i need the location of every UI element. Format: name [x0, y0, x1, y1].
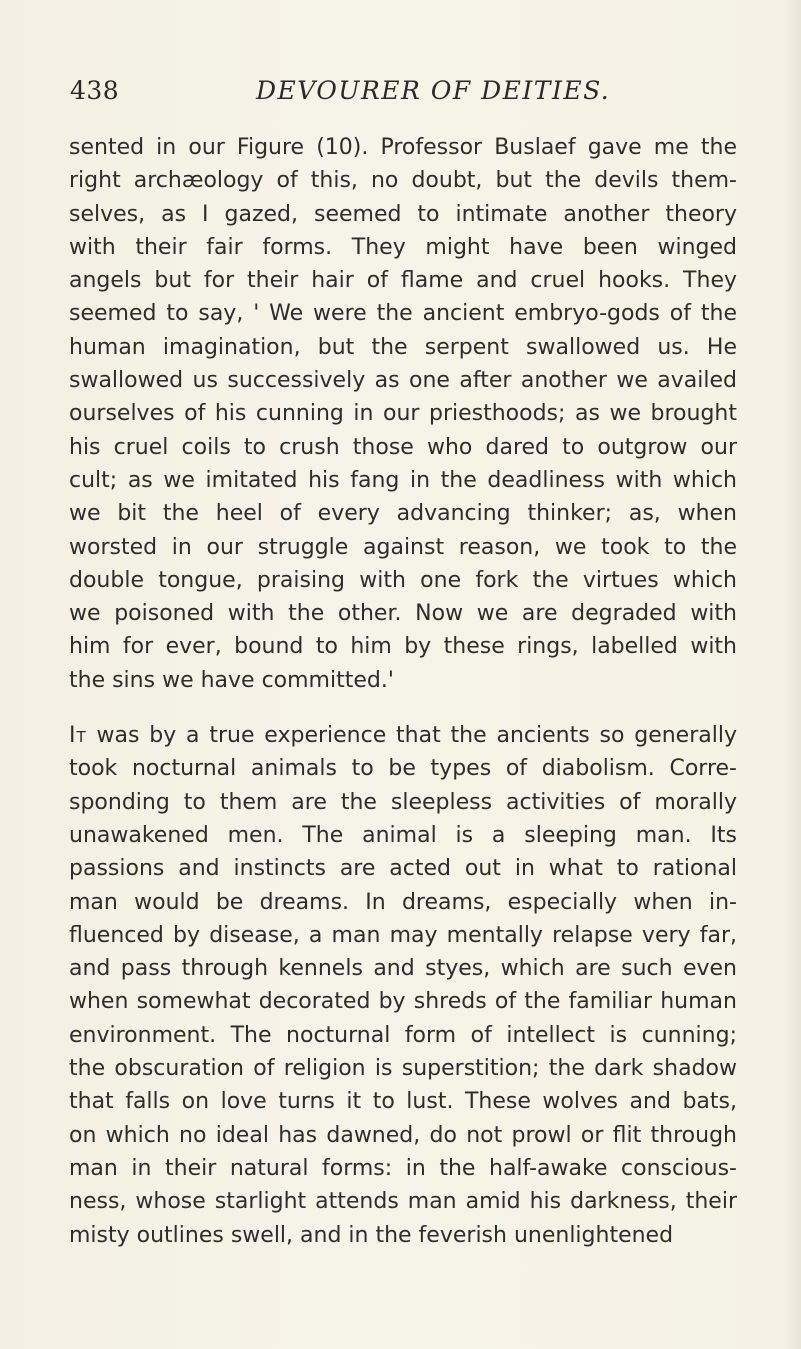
text-line: seemed to say, ' We were the ancient embryo-gods of the — [69, 301, 737, 327]
text-line: angels but for their hair of flame and cruel hooks. They — [69, 268, 737, 294]
text-line: sented in our Figure (10). Professor Buslaef gave me the — [69, 135, 737, 160]
text-line: with their fair forms. They might have been winged — [69, 234, 737, 260]
text-line: took nocturnal animals to be types of diabolism. Corre- — [69, 756, 737, 782]
text-line: we bit the heel of every advancing thinker; as, when — [69, 501, 737, 527]
text-line: on which no ideal has dawned, do not prowl or flit through — [69, 1122, 737, 1148]
body-text — [69, 131, 737, 1252]
page-number: 438 — [70, 76, 120, 105]
text-line: when somewhat decorated by shreds of the familiar human — [69, 989, 737, 1015]
text-line: cult; as we imitated his fang in the deadliness with which — [69, 467, 737, 493]
text-line: fluenced by disease, a man may mentally relapse very far, — [69, 922, 737, 948]
text-line: right archæology of this, no doubt, but the devils them- — [69, 168, 737, 194]
text-line: ness, whose starlight attends man amid his darkness, their — [69, 1189, 737, 1215]
text-line: man in their natural forms: in the half-awake conscious- — [69, 1155, 737, 1181]
opening-word: It — [69, 723, 87, 749]
text-line-first — [69, 719, 737, 752]
text-line: ourselves of his cunning in our priesthoods; as we brought — [69, 401, 737, 427]
text-line: and pass through kennels and styes, which are such even — [69, 956, 737, 982]
text-line: worsted in our struggle against reason, we took to the — [69, 534, 737, 560]
text-line: passions and instincts are acted out in what to rational — [69, 856, 737, 882]
running-title: DEVOURER OF DEITIES. — [256, 76, 611, 105]
text-line: double tongue, praising with one fork the virtues which — [69, 567, 737, 593]
text-line: environment. The nocturnal form of intellect is cunning; — [69, 1022, 737, 1048]
page-header — [70, 76, 740, 116]
paragraph-1 — [69, 131, 737, 697]
text-line: man would be dreams. In dreams, especially when in- — [69, 889, 737, 915]
text-line: human imagination, but the serpent swallowed us. He — [69, 334, 737, 360]
paragraph-2 — [69, 719, 737, 1252]
text-line: swallowed us successively as one after another we availed — [69, 368, 737, 394]
text-line: we poisoned with the other. Now we are degraded with — [69, 601, 737, 627]
first-line-rest: was by a true experience that the ancients so generally — [86, 723, 737, 749]
text-line: the sins we have committed.' — [69, 667, 394, 693]
text-line: the obscuration of religion is superstition; the dark shadow — [69, 1056, 737, 1082]
text-line: unawakened men. The animal is a sleeping man. Its — [69, 822, 737, 848]
text-line: him for ever, bound to him by these rings, labelled with — [69, 634, 737, 660]
text-line: selves, as I gazed, seemed to intimate another theory — [69, 201, 737, 227]
text-line: misty outlines swell, and in the feverish unenlightened — [69, 1222, 674, 1248]
text-line: that falls on love turns it to lust. These wolves and bats, — [69, 1089, 737, 1115]
text-line: sponding to them are the sleepless activities of morally — [69, 789, 737, 815]
page-edge-shadow — [783, 0, 801, 1349]
text-line: his cruel coils to crush those who dared to outgrow our — [69, 434, 737, 460]
